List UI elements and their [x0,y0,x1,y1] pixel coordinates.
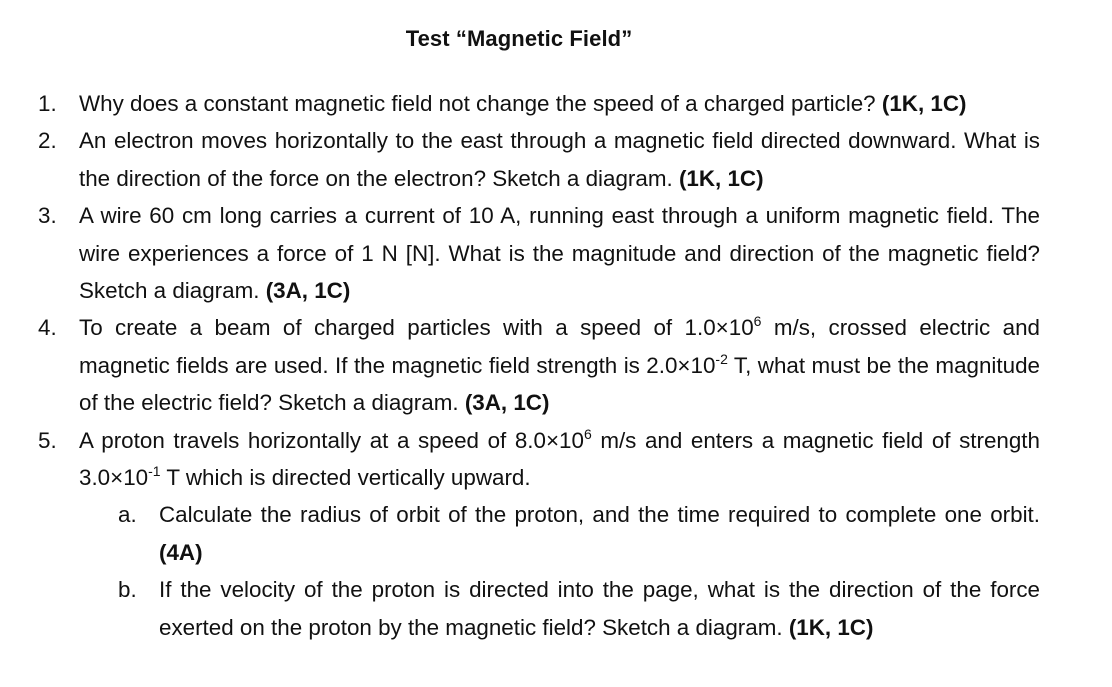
question-text: A proton travels horizontally at a speed of $8.0\times 10^6$ m/s and enters a magnetic field of strength $3.0\times 10^{-1}$ T which is directed vertically upward. [79,425,1040,491]
marks-label: (1K, 1C) [788,614,874,640]
exponent: -1 [148,463,161,480]
exponent: -2 [715,350,728,367]
exponent: 6 [583,425,592,442]
marks-label: (3A, 1C) [265,278,351,304]
question-4 [38,309,1040,421]
question-3 [38,197,1040,309]
subquestion-letter: b. [118,577,137,603]
question-number: 1. [38,91,57,116]
question-text: A wire 60 cm long carries a current of 10 A, running east through a uniform magnetic field. The wire experiences a force of 1 N [N]. What is the magnitude and direction of the magnetic field? Sketch a diagram. (3A, 1C) [79,203,1040,304]
question-5b [118,571,1040,646]
question-number: 4. [38,315,57,341]
question-number: 5. [38,427,57,453]
subquestion-text: If the velocity of the proton is directed into the page, what is the direction of the force exerted on the proton by the magnetic field? Sketch a diagram. (1K, 1C) [159,577,1040,640]
question-5 [38,422,1040,497]
subquestion-text: Calculate the radius of orbit of the proton, and the time required to complete one orbit. (4A) [159,502,1040,565]
marks-label: (1K, 1C) [881,91,967,116]
marks-label: (4A) [159,539,203,565]
question-list [38,85,1040,646]
question-number: 3. [38,203,57,229]
marks-label: (1K, 1C) [678,165,764,191]
question-text: Why does a constant magnetic field not change the speed of a charged particle? (1K, 1C) [79,91,967,116]
question-text: To create a beam of charged particles with a speed of $1.0\times 10^6$ m/s, crossed electric and magnetic fields are used. If the magnetic field strength is $2.0\times 10^{-2}$ T, what must be the magnitude of the electric field? Sketch a diagram. (3A, 1C) [79,313,1040,416]
question-text: An electron moves horizontally to the east through a magnetic field directed downward. What is the direction of the force on the electron? Sketch a diagram. (1K, 1C) [79,128,1040,191]
subquestion-letter: a. [118,502,137,528]
marks-label: (3A, 1C) [464,390,550,416]
exponent: 6 [753,313,762,330]
question-2 [38,122,1040,197]
question-5a [118,496,1040,571]
question-1 [38,85,1040,122]
question-number: 2. [38,128,57,154]
page-title: Test “Magnetic Field” [405,26,633,51]
